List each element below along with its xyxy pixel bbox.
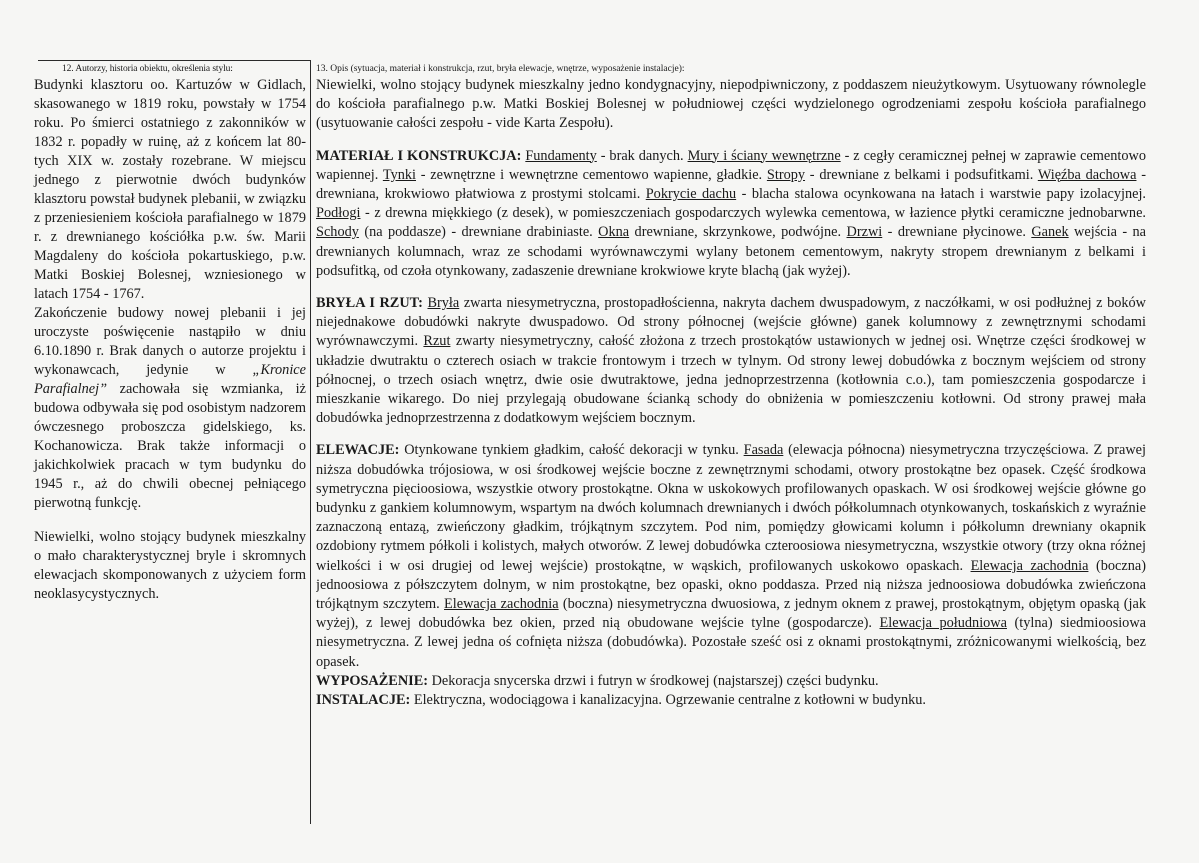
installations-paragraph [316,691,1146,710]
elew-term: Elewacja południowa [879,615,1007,632]
mat-description: - drewniane płycinowe. [882,224,1032,241]
mat-description: - z drewna miękkiego (z desek), w pomieszczeniach gospodarczych wylewka cementowa, w łazience płytki ceramiczne jednobarwne. [360,205,1146,222]
installations-text: Elektryczna, wodociągowa i kanalizacyjna. Ogrzewanie centralne z kotłowni w budynku. [410,692,926,709]
history-p2-b: zachowała się wzmianka, iż budowa odbywała się pod osobistym nadzorem ówczesnego proboszcza gidelskiego, ks. Kochanowicza. Brak także informacji o jakichkolwiek pracach w tym budynku do 1945 r., aż do chwili obecnej pełniącego pierwotną funkcję. [34,381,306,511]
equipment-label: WYPOSAŻENIE: [316,672,429,689]
elew-term: Elewacja zachodnia [444,596,559,613]
bryla-paragraph [316,294,1146,428]
style-paragraph: Niewielki, wolno stojący budynek mieszkalny o mało charakterystycznej bryle i skromnych elewacjach skomponowanych z użyciem form neoklasycystycznych. [34,529,306,602]
elew-description: (boczna) jednoosiowa z półszczytem dolnym, w nim prostokątne, bez opaski, okno poddasza. Przed nią niższa jednoosiowa dobudówka zwieńczona trójkątnym szczytem. [316,557,1146,613]
material-paragraph [316,147,1146,281]
history-p2-a: Zakończenie budowy nowej plebanii i jej uroczyste poświęcenie nastąpiło w dniu 6.10.1890 r. Brak danych o autorze projektu i wykonawcach, jedynie w [34,305,306,378]
mat-description: - blacha stalowa ocynkowana na łatach i warstwie papy izolacyjnej. [736,186,1146,203]
mat-term: Więźba dachowa [1037,166,1137,183]
installations-label: INSTALACJE: [316,692,411,709]
mat-description: - drewniana, krokwiowo płatwiowa z prostymi stolcami. [316,166,1146,203]
elew-term: Elewacja zachodnia [970,557,1089,574]
mat-term: Pokrycie dachu [645,186,737,203]
mat-description: (na poddasze) - drewniane drabiniaste. [358,224,599,241]
mat-description: wejścia - na drewnianych kolumnach, wraz ze schodami wyrównawczymi wylany betonem cementowym, nakryty stropem drewnianym z belkami i podsufitką, od czoła otynkowany, zadaszenie drewniane krokwiowe kryte blachą (jak wyżej). [316,224,1146,279]
mat-term: Schody [316,224,359,241]
section-12 [34,63,306,604]
mat-description: - z cegły ceramicznej pełnej w zaprawie cementowo wapiennej. [316,147,1146,183]
elew-description: Otynkowane tynkiem gładkim, całość dekoracji w tynku. [399,442,744,459]
bryla-label: BRYŁA I RZUT: [316,295,423,312]
history-paragraph-2 [34,304,306,513]
elew-term: Fasada [743,442,784,459]
mat-description: - zewnętrzne i wewnętrzne cementowo wapienne, gładkie. [416,166,767,183]
bryla-term: Rzut [423,333,451,350]
section-13 [316,63,1146,710]
elew-description: (boczna) niesymetryczna dwuosiowa, z jednym oknem z prawej, prostokątnym, objętym opaską (jak wyżej), z lewej dobudówka bez okien, przed nią obudowane wejście tylne (gospodarcze). [316,596,1146,632]
mat-term: Okna [598,224,630,241]
equipment-paragraph [316,672,1146,691]
mat-term: Stropy [766,166,806,183]
mat-term: Podłogi [316,205,361,222]
equipment-text: Dekoracja snycerska drzwi i futryn w środkowej (najstarszej) części budynku. [428,672,879,689]
section-13-header: 13. Opis (sytuacja, materiał i konstrukcja, rzut, bryła elewacje, wnętrze, wyposażenie instalacje): [316,64,685,74]
column-divider [310,60,311,824]
intro-paragraph: Niewielki, wolno stojący budynek mieszkalny jedno kondygnacyjny, niepodpiwniczony, z poddaszem nieużytkowym. Usytuowany równolegle do kościoła parafialnego p.w. Matki Boskiej Bolesnej w południowej części wydzielonego ogrodzeniami zespołu kościoła parafialnego (usytuowanie całości zespołu - vide Karta Zespołu). [316,77,1146,132]
bryla-term: Bryła [427,295,460,312]
elew-description: (tylna) siedmioosiowa niesymetryczna. Z lewej jedna oś cofnięta niższa (dobudówka). Pozostałe sześć osi z oknami prostokątnymi, zróżnicowanymi wielkością, bez opasek. [316,615,1146,670]
mat-term: Fundamenty [525,147,597,164]
section-12-header: 12. Autorzy, historia obiektu, określenia stylu: [62,64,233,74]
chronicle-title: „Kronice Parafialnej” [34,362,306,397]
mat-term: Drzwi [846,224,883,241]
mat-term: Ganek [1031,224,1069,241]
bryla-description: zwarta niesymetryczna, prostopadłościenna, nakryta dachem dwuspadowym, z naczółkami, w osi podłużnej z boków niejednakowe dobudówki nakryte dwuspadowo. Od strony północnej (wejście główne) ganek kolumnowy z zewnętrznymi schodami wyrównawczymi. [316,295,1146,350]
header-rule [38,60,310,61]
elevations-label: ELEWACJE: [316,442,400,459]
history-paragraph-1: Budynki klasztoru oo. Kartuzów w Gidlach, skasowanego w 1819 roku, powstały w 1754 roku. Po śmierci ostatniego z zakonników w 1832 r. popadły w ruinę, aż z końcem lat 80-tych XIX w. zostały rozebrane. W miejscu jednego z pierwotnie dwóch budynków klasztoru powstał budynek plebanii, w związku z przeniesieniem kościoła parafialnego w 1879 r. z drewnianego kościółka p.w. św. Marii Magdaleny do kościoła pokartuskiego, p.w. Matki Boskiej Bolesnej, wzniesionego w latach 1754 - 1767. [34,77,306,302]
elevations-paragraph [316,441,1146,671]
mat-term: Mury i ściany wewnętrzne [687,147,841,164]
mat-term: Tynki [382,166,416,183]
elew-description: (elewacja północna) niesymetryczna trzyczęściowa. Z prawej niższa dobudówka trójosiowa, w osi środkowej wejście boczne z zewnętrznymi schodami, otwory prostokątne bez opasek. Część środkowa symetryczna pięcioosiowa, wszystkie otwory prostokątne. Okna w uskokowych profilowanych opaskach. W osi środkowej wejście główne go budynku z gankiem kolumnowym, wspartym na dwóch kolumnach drewnianych i dwóch półkolumnach otynkowanych, toskańskich z wyraźnie zaznaczoną entazą, zwieńczony gładkim, trójkątnym szczytem. Pod nim, pomiędzy głowicami kolumn i półkolumn drewniany okapnik ozdobiony rytmem półkoli i kolistych, małych otworów. Z lewej dobudówka czteroosiowa niesymetryczna, wszystkie otwory (trzy okna różnej wielkości i w osi drugiej od lewej wejście) prostokątne, w wąskich, profilowanych uskokowo opaskach. [316,442,1146,574]
mat-description: - drewniane z belkami i podsufitkami. [805,166,1038,183]
material-label: MATERIAŁ I KONSTRUKCJA: [316,147,522,164]
mat-description: drewniane, skrzynkowe, podwójne. [629,224,847,241]
mat-description: - brak danych. [596,147,688,164]
bryla-description: zwarty niesymetryczny, całość złożona z trzech prostokątów ustawionych w jednej osi. Wnętrze części środkowej w układzie dwutraktu o czterech osiach w trakcie frontowym i trzech w tylnym. Od strony lewej dobudówka z bocznym wejściem od strony północnej, o trzech osiach wnętrz, dwie osie dwutraktowe, jedna jednoprzestrzenna (kotłownia c.o.), tam pomieszczenia gospodarcze i mieszkanie wikarego. Do niej przylegają obudowane ścianką schody do obniżenia w pomieszczeniu kotłowni. Od strony prawej mała dobudówka jednoprzestrzenna z dodatkowym wejściem bocznym. [316,333,1146,427]
